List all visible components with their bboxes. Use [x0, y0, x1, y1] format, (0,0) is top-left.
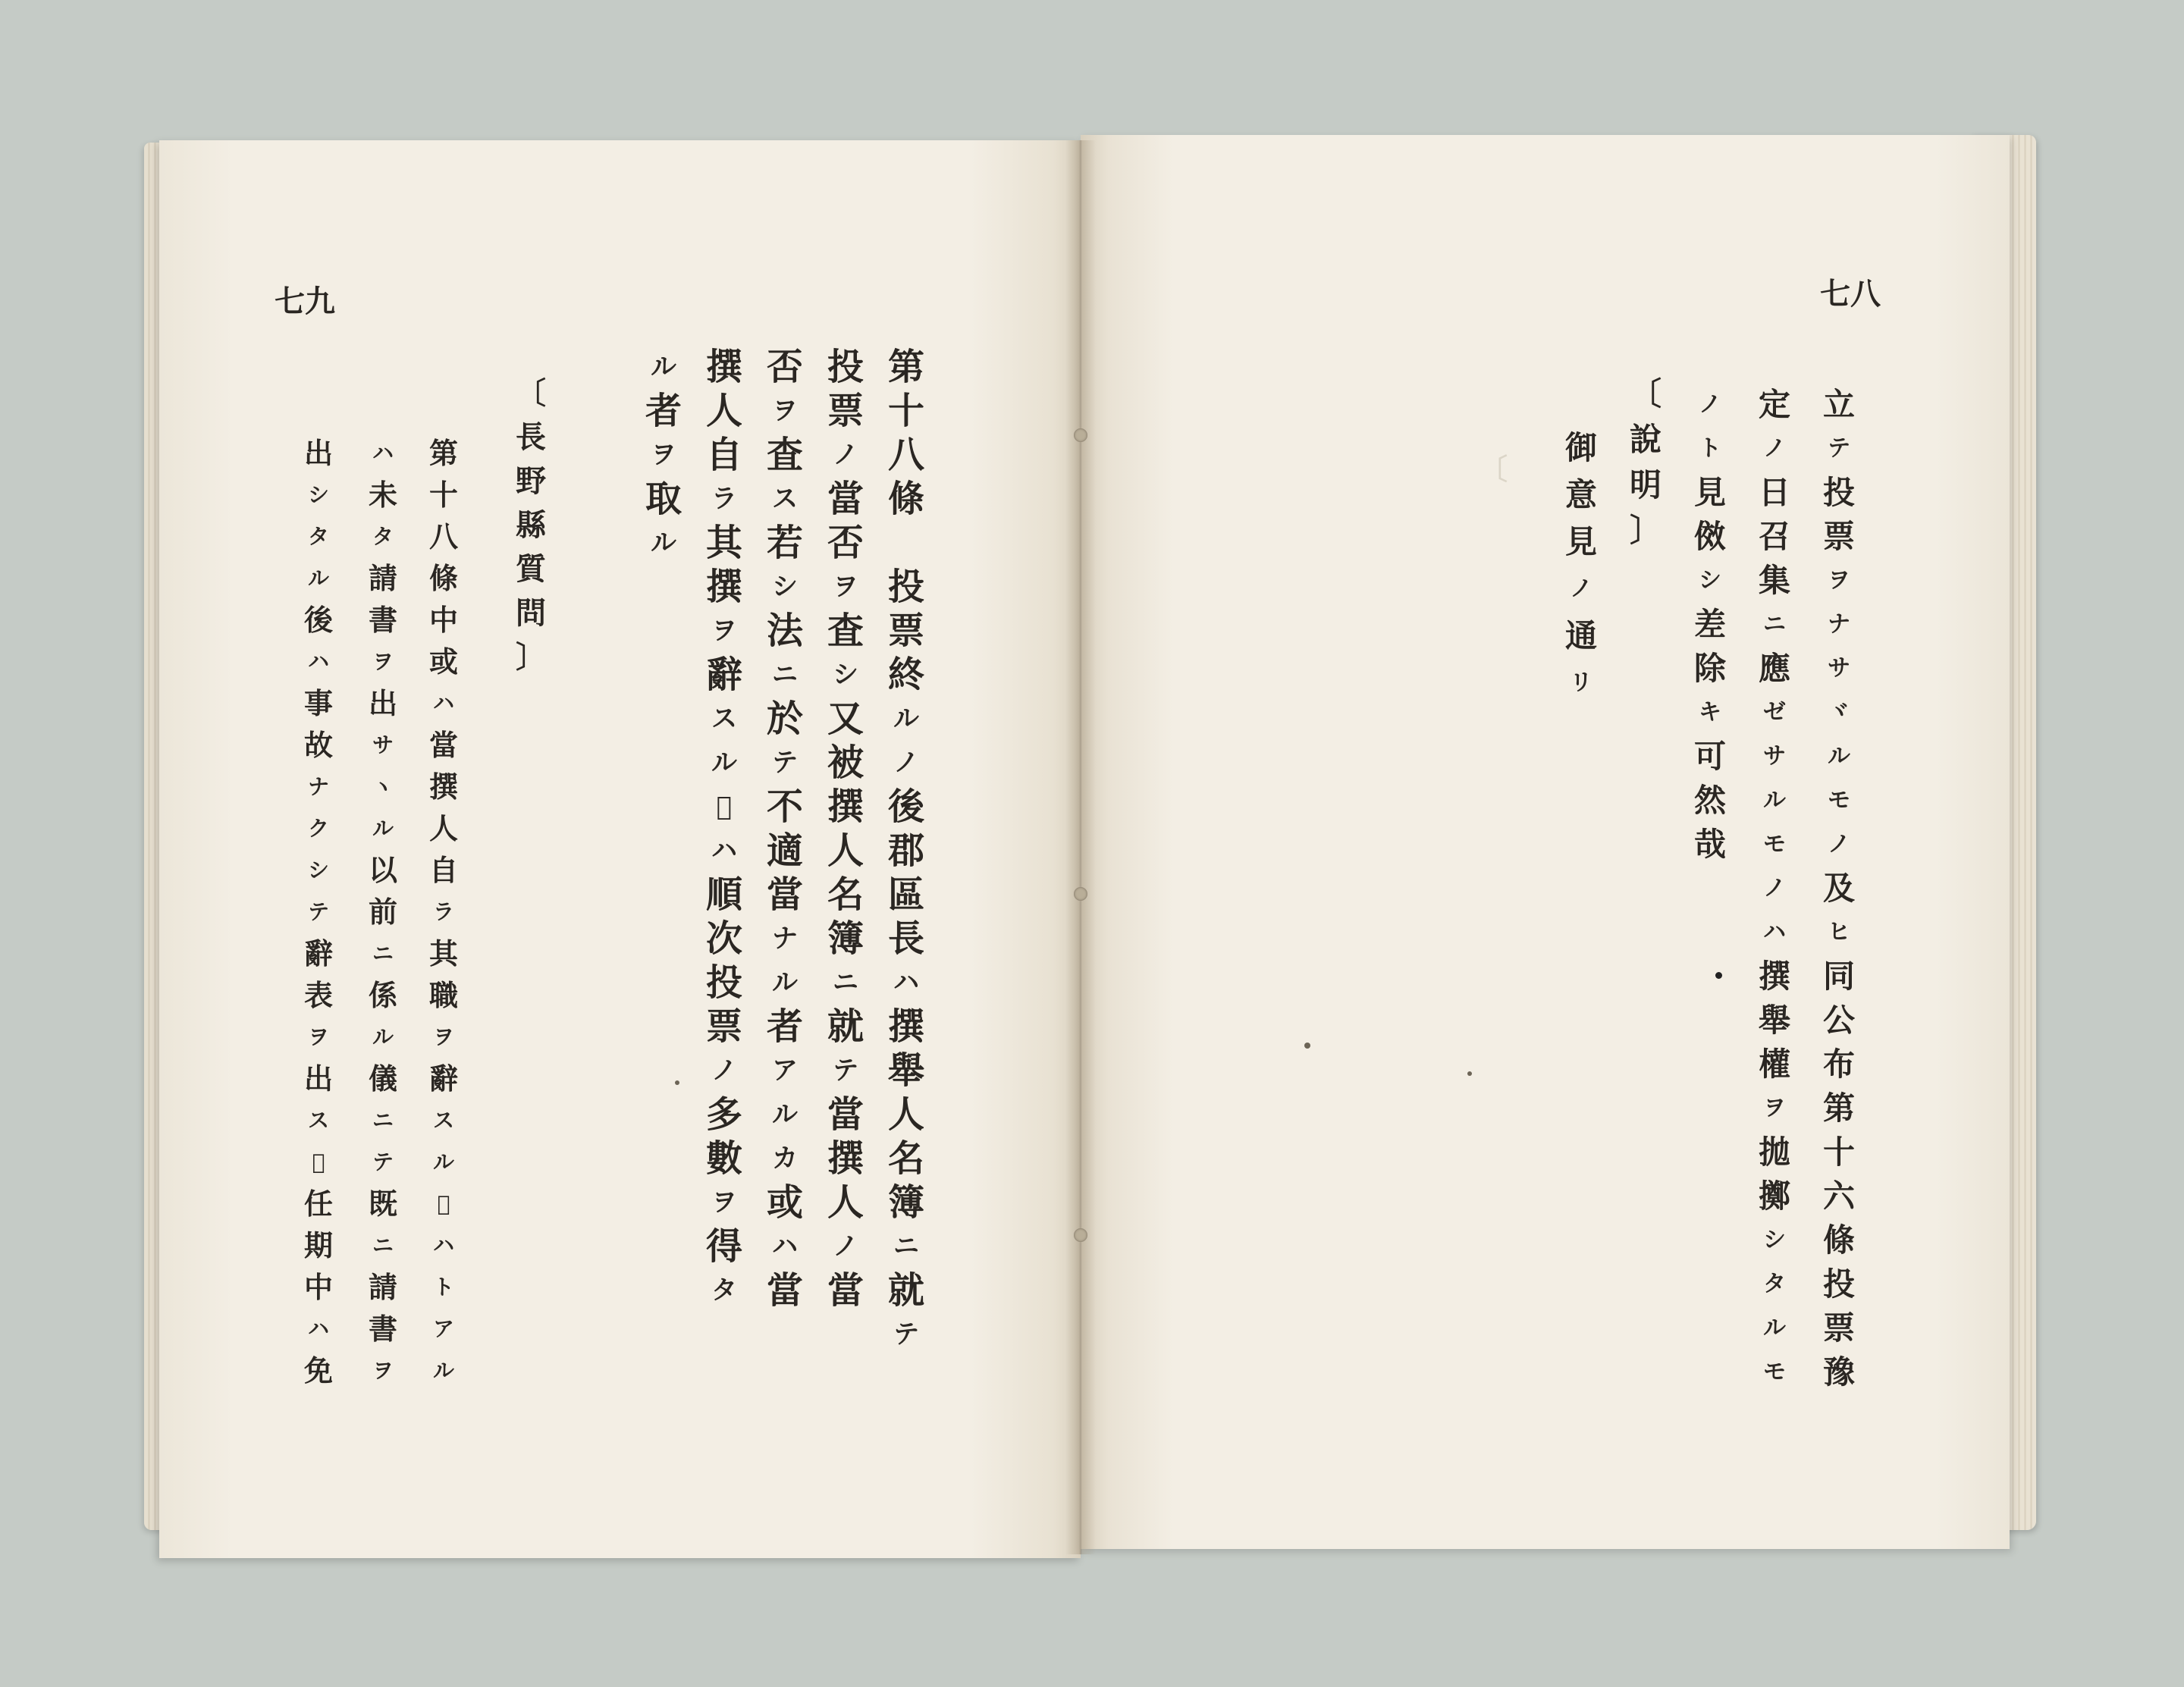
article-column: 第 十 八 條 投 票 終 ル ノ 後 郡 區 長 ハ 撰 舉 人 名 簿 ニ 就 テ: [887, 346, 924, 1350]
paper-speck: [675, 1080, 679, 1085]
question-heading: 〔 長 野 縣 質 問 〕: [516, 375, 546, 675]
show-through-text: 〔: [1479, 452, 1508, 486]
paper-speck: [1467, 1071, 1472, 1076]
explanation-heading: 〔 說 明 〕: [1629, 375, 1662, 549]
right-text-column: 立 テ 投 票 ヲ ナ サ ヾ ル モ ノ 及 ヒ 同 公 布 第 十 六 條 投 票 豫: [1822, 386, 1855, 1391]
article-column: 投 票 ノ 當 否 ヲ 査 シ 又 被 撰 人 名 簿 ニ 就 テ 當 撰 人 ノ 當: [827, 346, 864, 1312]
article-column: ル 者 ヲ 取 ル: [645, 352, 682, 558]
right-text-column: 定 ノ 日 召 集 ニ 應 ゼ サ ル モ ノ ハ 撰 舉 權 ヲ 拋 擲 シ タ ル モ: [1758, 386, 1790, 1385]
right-text-column: ノ ト 見 傚 シ 差 除 キ 可 然 哉: [1693, 391, 1726, 863]
book-gutter: [1065, 140, 1096, 1554]
question-column: 第 十 八 條 中 或 ハ 當 撰 人 自 ラ 其 職 ヲ 辭 ス ル 𪜈 ハ ト ア ル: [428, 436, 458, 1383]
explanation-column: 御 意 見 ノ 通 リ: [1564, 429, 1597, 696]
article-column: 否 ヲ 査 ス 若 シ 法 ニ 於 テ 不 適 當 ナ ル 者 ア ル カ 或 ハ 當: [766, 346, 803, 1312]
right-page-number: [1820, 276, 1881, 312]
paper-speck: [1304, 1043, 1310, 1049]
binding-stitch: [1074, 1228, 1087, 1242]
right-page-number-text: 七八: [1820, 276, 1881, 312]
right-page: [1081, 135, 2010, 1549]
left-page-number: [275, 284, 335, 319]
paper-speck: [1715, 972, 1722, 979]
binding-stitch: [1074, 887, 1087, 901]
question-column: 出 シ タ ル 後 ハ 事 故 ナ ク シ テ 辭 表 ヲ 出 ス 𪜈 任 期 中 ハ 免: [303, 436, 333, 1388]
question-column: ハ 未 タ 請 書 ヲ 出 サ ヽ ル 以 前 ニ 係 ル 儀 ニ テ 既 ニ 請 書 ヲ: [368, 441, 397, 1383]
article-column: 撰 人 自 ラ 其 撰 ヲ 辭 ス ル 𪜈 ハ 順 次 投 票 ノ 多 數 ヲ 得 タ: [705, 346, 742, 1306]
left-page-number-text: 七九: [275, 284, 335, 319]
binding-stitch: [1074, 428, 1087, 442]
